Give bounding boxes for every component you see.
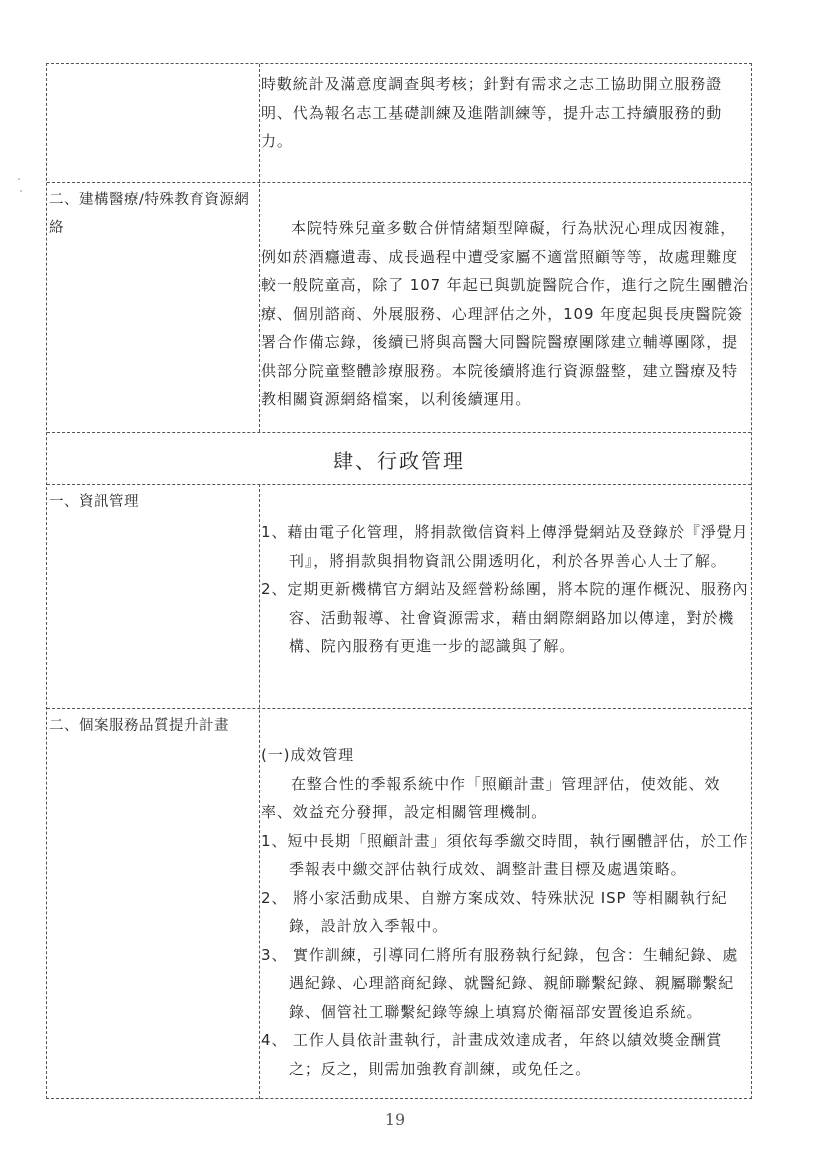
- column-divider: [259, 484, 260, 1099]
- row-divider: [47, 484, 751, 485]
- quality-item-3: 3、 實作訓練，引導同仁將所有服務執行紀錄，包含：生輔紀錄、處遇紀錄、心理諮商紀錄、就醫紀錄、親師聯繫紀錄、親屬聯繫紀錄、個管社工聯繫紀錄等線上填寫於衛福部安置後追系統。: [261, 945, 739, 1021]
- quality-item-1: 1、短中長期「照顧計畫」須依每季繳交時間，執行團體評估，於工作季報表中繳交評估執行成效、調整計畫目標及處遇策略。: [261, 831, 749, 878]
- quality-intro: 在整合性的季報系統中作「照顧計畫」管理評估，使效能、效率、效益充分發揮，設定相關管理機制。: [261, 774, 721, 821]
- info-item-1: 1、藉由電子化管理，將捐款徵信資料上傳淨覺網站及登錄於『淨覺月刊』，將捐款與捐物資訊公開透明化，利於各界善心人士了解。: [261, 523, 749, 570]
- row-label-information-management: 一、資訊管理: [49, 494, 139, 510]
- quality-item-4: 4、 工作人員依計畫執行，計畫成效達成者，年終以績效獎金酬賞之；反之，則需加強教育訓練，或免任之。: [261, 1031, 723, 1078]
- content-table: [46, 63, 752, 1099]
- volunteer-paragraph: 時數統計及滿意度調查與考核；針對有需求之志工協助開立服務證明、代為報名志工基礎訓練及進階訓練等，提升志工持續服務的動力。: [261, 75, 723, 150]
- row-label-medical-network: 二、建構醫療/特殊教育資源網絡: [49, 192, 250, 236]
- quality-item-2: 2、 將小家活動成果、自辦方案成效、特殊狀況 ISP 等相關執行紀錄，設計放入季報中。: [261, 888, 728, 935]
- quality-subheading: (一)成效管理: [261, 746, 355, 764]
- column-divider: [259, 64, 260, 432]
- scan-speck: [18, 178, 20, 180]
- scan-speck: [20, 190, 22, 192]
- page-number: 19: [384, 1110, 406, 1129]
- continued-row-content: [261, 70, 749, 156]
- row-content-quality-plan: [261, 741, 749, 1083]
- row-divider: [47, 708, 751, 709]
- info-item-2: 2、定期更新機構官方網站及經營粉絲團，將本院的運作概況、服務內容、活動報導、社會資源需求，藉由網際網路加以傳達，對於機構、院內服務有更進一步的認識與了解。: [261, 580, 749, 655]
- row-divider: [47, 432, 751, 433]
- section-heading: 肆、行政管理: [333, 449, 465, 473]
- row-label-quality-plan: 二、個案服務品質提升計畫: [49, 718, 229, 734]
- row-content-information-management: [261, 518, 749, 661]
- row-divider: [47, 182, 751, 183]
- medical-network-paragraph: 本院特殊兒童多數合併情緒類型障礙，行為狀況心理成因複雜，例如菸酒癮遺毒、成長過程中遭受家屬不適當照顧等等，故處理難度較一般院童高，除了 107 年起已與凱旋醫院合作，進行之院生團體治療、個別諮商、外展服務、心理評估之外，109 年度起與長庚醫院簽署合作備忘錄，後續已將與高醫大同醫院醫療團隊建立輔導團隊，提供部分院童整體診療服務。本院後續將進行資源盤整，建立醫療及特教相關資源網絡檔案，以利後續運用。: [261, 219, 749, 408]
- row-content-medical-network: [261, 214, 749, 414]
